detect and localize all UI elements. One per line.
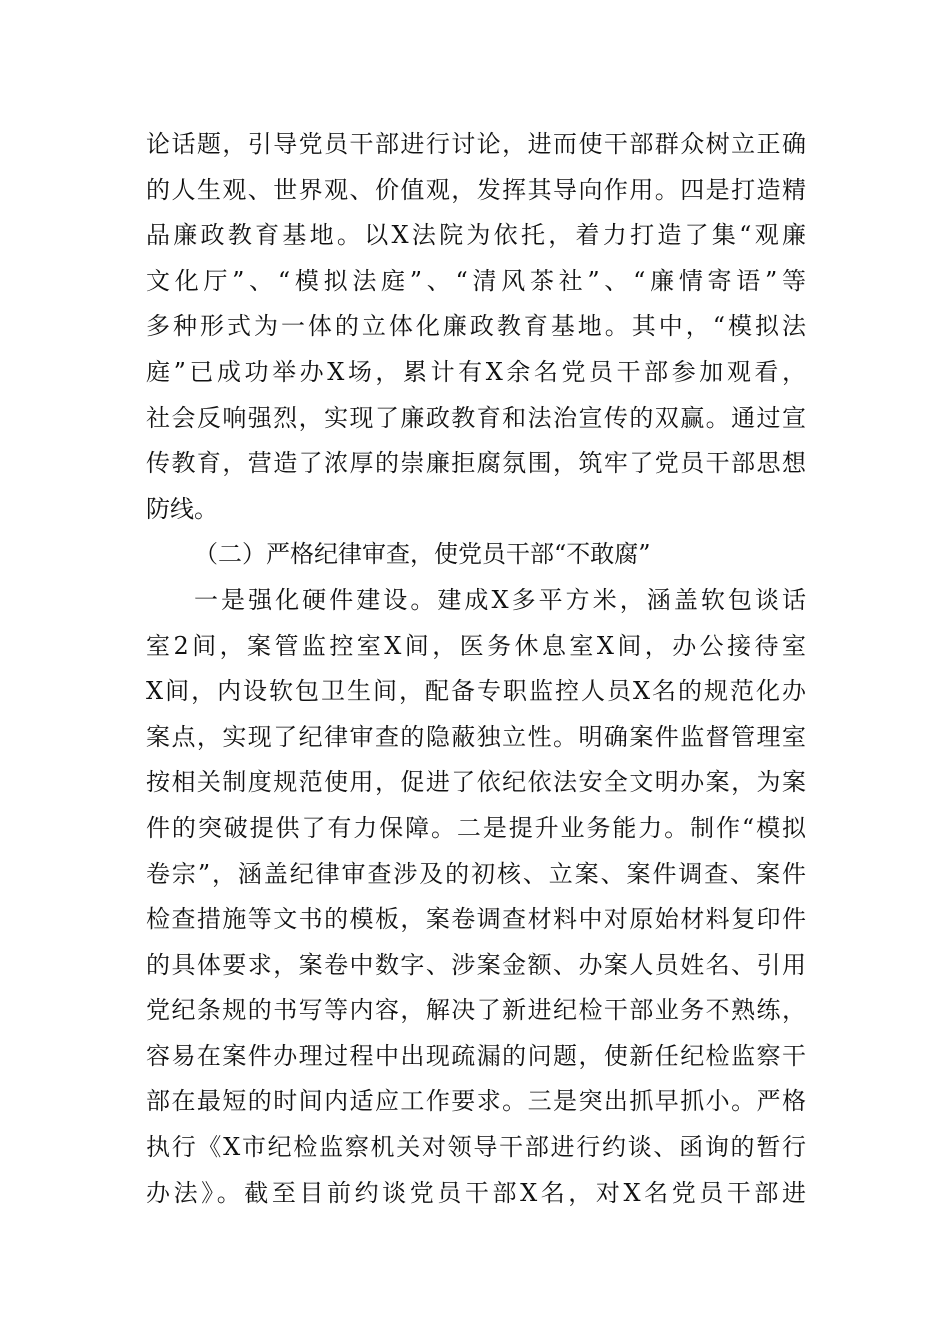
- text-line: 室2间，案管监控室X间，医务休息室X间，办公接待室: [146, 631, 806, 660]
- text-line: 社会反响强烈，实现了廉政教育和法治宣传的双赢。通过宣: [146, 403, 806, 432]
- text-line: 庭”已成功举办X场，累计有X余名党员干部参加观看，: [146, 357, 806, 386]
- text-line: 防线。: [146, 494, 218, 523]
- text-line: 党纪条规的书写等内容，解决了新进纪检干部业务不熟练，: [146, 996, 806, 1025]
- section-heading: （二）严格纪律审查，使党员干部“不敢腐”: [194, 540, 651, 569]
- text-line: 按相关制度规范使用，促进了依纪依法安全文明办案，为案: [146, 768, 806, 797]
- text-line: 部在最短的时间内适应工作要求。三是突出抓早抓小。严格: [146, 1087, 806, 1116]
- text-line: 文化厅”、“模拟法庭”、“清风茶社”、“廉情寄语”等: [146, 266, 806, 295]
- text-line: 的具体要求，案卷中数字、涉案金额、办案人员姓名、引用: [146, 950, 806, 979]
- text-line: 件的突破提供了有力保障。二是提升业务能力。制作“模拟: [146, 813, 806, 842]
- text-line: 检查措施等文书的模板，案卷调查材料中对原始材料复印件: [146, 905, 806, 934]
- text-line: 的人生观、世界观、价值观，发挥其导向作用。四是打造精: [146, 175, 806, 204]
- text-line: 卷宗”，涵盖纪律审查涉及的初核、立案、案件调查、案件: [146, 859, 806, 888]
- text-line: 品廉政教育基地。以X法院为依托，着力打造了集“观廉: [146, 221, 806, 250]
- document-body: [146, 122, 806, 1216]
- text-line: X间，内设软包卫生间，配备专职监控人员X名的规范化办: [146, 677, 806, 706]
- text-line: 办法》。截至目前约谈党员干部X名，对X名党员干部进: [146, 1178, 806, 1207]
- text-line: 传教育，营造了浓厚的崇廉拒腐氛围，筑牢了党员干部思想: [146, 449, 806, 478]
- text-line: 多种形式为一体的立体化廉政教育基地。其中，“模拟法: [146, 312, 806, 341]
- text-line: 容易在案件办理过程中出现疏漏的问题，使新任纪检监察干: [146, 1041, 806, 1070]
- text-line: 一是强化硬件建设。建成X多平方米，涵盖软包谈话: [194, 585, 806, 614]
- text-line: 论话题，引导党员干部进行讨论，进而使干部群众树立正确: [146, 130, 806, 158]
- text-line: 案点，实现了纪律审查的隐蔽独立性。明确案件监督管理室: [146, 722, 806, 751]
- text-line: 执行《X市纪检监察机关对领导干部进行约谈、函询的暂行: [146, 1133, 806, 1162]
